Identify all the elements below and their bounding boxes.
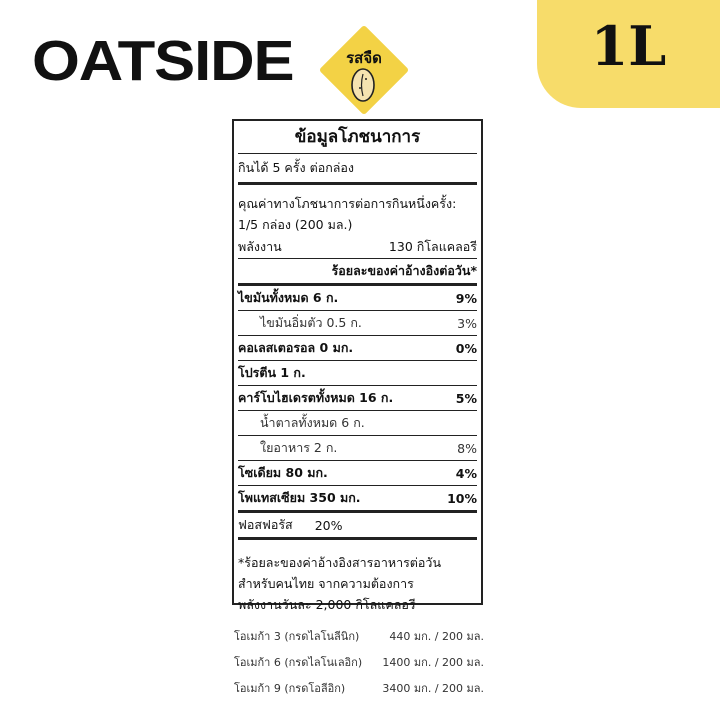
omega-label: โอเมก้า 3 (กรดไลโนลีนิก): [234, 630, 360, 643]
nutrient-label: ไขมันทั้งหมด 6 ก.: [238, 290, 339, 305]
nutrient-row-potassium: [238, 486, 477, 513]
omega-label: โอเมก้า 9 (กรดโอลีอิก): [234, 682, 346, 695]
energy-value: 130 กิโลแคลอรี: [388, 238, 477, 254]
footnote-line: *ร้อยละของค่าอ้างอิงสารอาหารต่อวัน: [238, 555, 441, 570]
per-serving-line1: คุณค่าทางโภชนาการต่อการกินหนึ่งครั้ง:: [238, 196, 457, 211]
per-serving-info: [238, 185, 477, 235]
nutrient-row-total-fat: [238, 286, 477, 311]
footnote-line: สำหรับคนไทย จากความต้องการ: [238, 576, 414, 591]
volume-banner: [537, 0, 720, 108]
nutrient-label: โปรตีน 1 ก.: [238, 365, 306, 380]
nutrient-row-saturated-fat: [238, 311, 477, 336]
nutrient-row-protein: [238, 361, 477, 386]
nutrient-row-phosphorus: [238, 513, 477, 540]
servings-per-box: กินได้ 5 ครั้ง ต่อกล่อง: [238, 154, 477, 185]
nutrient-percent: 9%: [455, 290, 477, 306]
oat-grain-icon: [348, 66, 378, 104]
nutrient-row-cholesterol: [238, 336, 477, 361]
omega-row: [234, 653, 484, 679]
nutrition-facts-panel: [232, 119, 483, 612]
footnote-line: พลังงานวันละ 2,000 กิโลแคลอรี: [238, 597, 416, 612]
omega-label: โอเมก้า 6 (กรดไลโนเลอิก): [234, 656, 363, 669]
nutrient-label: ใยอาหาร 2 ก.: [260, 440, 338, 455]
nutrient-label: ฟอสฟอรัส: [238, 517, 293, 532]
brand-logo: OATSIDE: [32, 29, 294, 93]
flavor-badge: [314, 20, 414, 120]
flavor-label: รสจืด: [346, 49, 382, 67]
omega-value: 3400 มก. / 200 มล.: [382, 682, 484, 695]
footnote: [238, 540, 477, 615]
omega-value: 1400 มก. / 200 มล.: [382, 656, 484, 669]
nutrient-row-total-sugars: [238, 411, 477, 436]
omega-info: [234, 627, 484, 705]
omega-row: [234, 679, 484, 705]
nutrient-label: โพแทสเซียม 350 มก.: [238, 490, 361, 505]
omega-row: [234, 627, 484, 653]
panel-title: ข้อมูลโภชนาการ: [238, 121, 477, 154]
nutrient-percent: 10%: [447, 490, 477, 506]
per-serving-line2: 1/5 กล่อง (200 มล.): [238, 217, 353, 232]
nutrient-percent: 3%: [457, 315, 477, 331]
nutrient-label: โซเดียม 80 มก.: [238, 465, 328, 480]
daily-value-header: ร้อยละของค่าอ้างอิงต่อวัน*: [238, 259, 477, 286]
volume-label: 1L: [590, 14, 667, 78]
nutrient-percent: 20%: [314, 517, 343, 533]
nutrient-label: น้ำตาลทั้งหมด 6 ก.: [260, 415, 365, 430]
nutrient-percent: 8%: [457, 440, 477, 456]
nutrient-row-sodium: [238, 461, 477, 486]
nutrient-label: คอเลสเตอรอล 0 มก.: [238, 340, 354, 355]
nutrient-row-dietary-fiber: [238, 436, 477, 461]
nutrient-row-total-carbohydrate: [238, 386, 477, 411]
nutrient-percent: 4%: [455, 465, 477, 481]
energy-row: [238, 235, 477, 259]
omega-value: 440 มก. / 200 มล.: [389, 630, 484, 643]
nutrient-label: คาร์โบไฮเดรตทั้งหมด 16 ก.: [238, 390, 394, 405]
nutrient-label: ไขมันอิ่มตัว 0.5 ก.: [260, 315, 362, 330]
nutrient-percent: 5%: [455, 390, 477, 406]
nutrient-percent: 0%: [455, 340, 477, 356]
energy-label: พลังงาน: [238, 238, 282, 254]
